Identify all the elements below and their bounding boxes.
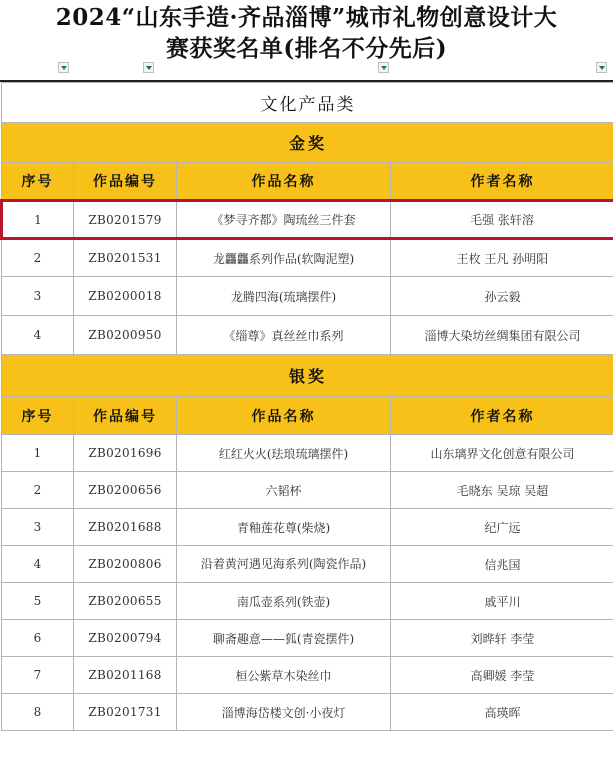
cell-no: 5 xyxy=(2,583,74,620)
table-row[interactable] xyxy=(2,472,613,509)
table-row[interactable] xyxy=(2,239,613,277)
cell-name: 《缁尊》真丝丝巾系列 xyxy=(177,316,391,355)
cell-name: 沿着黄河遇见海系列(陶瓷作品) xyxy=(177,546,391,583)
filter-dropdown-icon[interactable] xyxy=(596,62,607,73)
header-no: 序号 xyxy=(2,397,74,435)
cell-no: 7 xyxy=(2,657,74,694)
page-title xyxy=(0,2,613,64)
category-title: 文化产品类 xyxy=(2,83,613,123)
cell-no: 3 xyxy=(2,277,74,316)
table-row[interactable] xyxy=(2,316,613,355)
table-row[interactable] xyxy=(2,583,613,620)
cell-author: 刘晔轩 李莹 xyxy=(391,620,613,657)
cell-code: ZB0200950 xyxy=(74,316,177,355)
cell-no: 8 xyxy=(2,694,74,731)
cell-code: ZB0200806 xyxy=(74,546,177,583)
awards-table xyxy=(0,82,613,731)
table-row[interactable] xyxy=(2,694,613,731)
cell-no: 1 xyxy=(2,201,74,239)
cell-name: 淄博海岱楼文创·小夜灯 xyxy=(177,694,391,731)
header-no: 序号 xyxy=(2,163,74,201)
cell-name: 六韬杯 xyxy=(177,472,391,509)
cell-author: 信兆国 xyxy=(391,546,613,583)
cell-author: 毛强 张轩溶 xyxy=(391,201,613,239)
table-row[interactable] xyxy=(2,201,613,239)
category-row xyxy=(2,83,613,123)
table-row[interactable] xyxy=(2,620,613,657)
cell-author: 孙云毅 xyxy=(391,277,613,316)
cell-no: 4 xyxy=(2,546,74,583)
cell-name: 龙腾四海(琉璃摆件) xyxy=(177,277,391,316)
silver-award-title: 银奖 xyxy=(2,355,613,397)
table-row[interactable] xyxy=(2,509,613,546)
table-row[interactable] xyxy=(2,277,613,316)
header-author: 作者名称 xyxy=(391,397,613,435)
cell-name: 龙龘龘系列作品(软陶泥塑) xyxy=(177,239,391,277)
cell-code: ZB0201696 xyxy=(74,435,177,472)
cell-no: 2 xyxy=(2,239,74,277)
gold-award-title: 金奖 xyxy=(2,123,613,163)
cell-author: 王枚 王凡 孙明阳 xyxy=(391,239,613,277)
header-name: 作品名称 xyxy=(177,397,391,435)
cell-code: ZB0200655 xyxy=(74,583,177,620)
cell-code: ZB0200656 xyxy=(74,472,177,509)
silver-header-row xyxy=(2,397,613,435)
cell-code: ZB0201531 xyxy=(74,239,177,277)
cell-code: ZB0201579 xyxy=(74,201,177,239)
cell-code: ZB0201731 xyxy=(74,694,177,731)
cell-author: 纪广远 xyxy=(391,509,613,546)
cell-code: ZB0201168 xyxy=(74,657,177,694)
cell-name: 桓公紫草木染丝巾 xyxy=(177,657,391,694)
table-row[interactable] xyxy=(2,435,613,472)
gold-header-row xyxy=(2,163,613,201)
cell-name: 聊斋趣意——狐(青瓷摆件) xyxy=(177,620,391,657)
silver-section-row xyxy=(2,355,613,397)
cell-no: 6 xyxy=(2,620,74,657)
cell-no: 4 xyxy=(2,316,74,355)
cell-code: ZB0201688 xyxy=(74,509,177,546)
filter-dropdown-icon[interactable] xyxy=(143,62,154,73)
cell-author: 高瑛晖 xyxy=(391,694,613,731)
cell-author: 毛晓东 吴琼 吴超 xyxy=(391,472,613,509)
gold-section-row xyxy=(2,123,613,163)
header-name: 作品名称 xyxy=(177,163,391,201)
cell-name: 青釉莲花尊(柴烧) xyxy=(177,509,391,546)
cell-author: 淄博大染坊丝绸集团有限公司 xyxy=(391,316,613,355)
cell-code: ZB0200018 xyxy=(74,277,177,316)
cell-author: 山东璃界文化创意有限公司 xyxy=(391,435,613,472)
cell-no: 1 xyxy=(2,435,74,472)
cell-name: 红红火火(珐琅琉璃摆件) xyxy=(177,435,391,472)
cell-name: 南瓜壶系列(铁壶) xyxy=(177,583,391,620)
cell-name: 《梦寻齐都》陶琉丝三件套 xyxy=(177,201,391,239)
header-author: 作者名称 xyxy=(391,163,613,201)
filter-row xyxy=(0,62,613,76)
header-code: 作品编号 xyxy=(74,397,177,435)
cell-author: 高卿媛 李莹 xyxy=(391,657,613,694)
cell-no: 3 xyxy=(2,509,74,546)
cell-author: 戚平川 xyxy=(391,583,613,620)
filter-dropdown-icon[interactable] xyxy=(378,62,389,73)
cell-code: ZB0200794 xyxy=(74,620,177,657)
title-line-2: 赛获奖名单(排名不分先后) xyxy=(165,35,448,62)
cell-no: 2 xyxy=(2,472,74,509)
table-row[interactable] xyxy=(2,657,613,694)
table-row[interactable] xyxy=(2,546,613,583)
title-line-1: 2024“山东手造·齐品淄博”城市礼物创意设计大 xyxy=(55,4,558,31)
filter-dropdown-icon[interactable] xyxy=(58,62,69,73)
header-code: 作品编号 xyxy=(74,163,177,201)
